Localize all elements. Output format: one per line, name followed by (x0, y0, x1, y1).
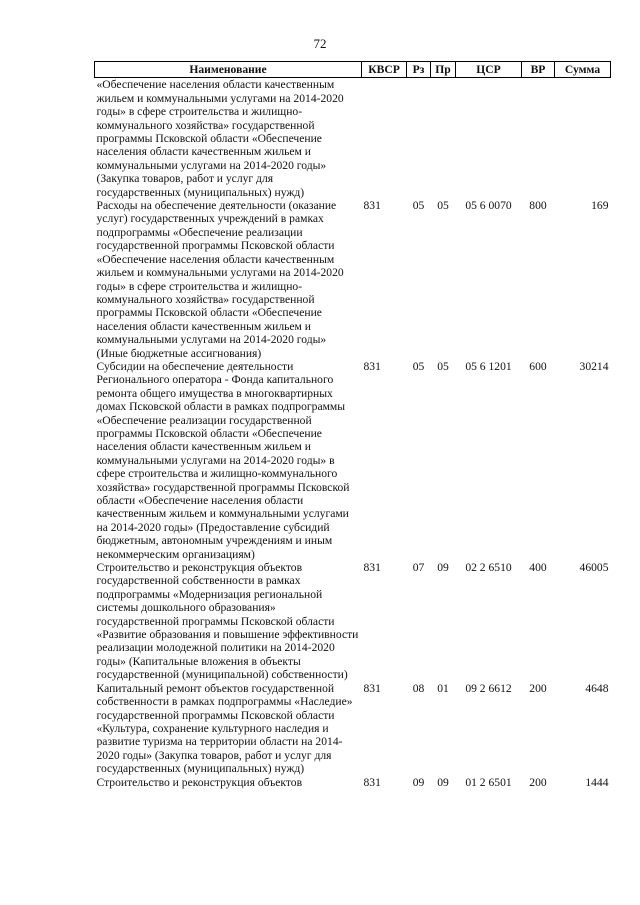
row-rz: 05 (412, 359, 425, 373)
row-rz: 08 (412, 681, 425, 695)
row-vr: 200 (529, 775, 547, 789)
row-pr (431, 78, 456, 199)
row-sum (555, 78, 611, 199)
header-pr: Пр (431, 62, 456, 78)
row-name: «Обеспечение населения области качественным жильем и коммунальными услугами на 2014-2020 годы» в сфере строительства и жилищно-коммунального хозяйства» государственной программы Псковской области «Обеспечение населения области качественным жильем и коммунальными услугами на 2014-2020 годы» (Закупка товаров, работ и услуг для государственных (муниципальных) нужд) (96, 78, 344, 199)
row-sum: 169 (591, 199, 609, 213)
header-vr: ВР (522, 62, 555, 78)
row-sum: 1444 (585, 775, 609, 789)
table-row (95, 561, 611, 682)
row-name: Строительство и реконструкция объектов государственной собственности в рамках подпрограммы «Модернизация региональной системы дошкольного образования» государственной программы Псковской области «Развитие образования и повышение эффективности реализации молодежной политики на 2014-2020 годы» (Капитальные вложения в объекты государственной (муниципальной) собственности) (96, 561, 359, 682)
row-pr: 05 (437, 359, 449, 373)
row-name: Капитальный ремонт объектов государственной собственности в рамках подпрограммы «Наследие» государственной программы Псковской области «Культура, сохранение культурного наследия и развитие туризма на территории области на 2014-2020 годы» (Закупка товаров, работ и услуг для государственных (муниципальных) нужд) (96, 681, 353, 776)
row-vr: 200 (529, 681, 547, 695)
row-csr: 02 2 6510 (465, 561, 512, 575)
header-name: Наименование (95, 62, 362, 78)
row-kvsr (362, 78, 407, 199)
row-rz: 09 (412, 775, 425, 789)
header-kvsr: КВСР (362, 62, 407, 78)
table-row (95, 776, 611, 789)
row-vr: 600 (529, 359, 547, 373)
row-kvsr: 831 (363, 561, 381, 575)
row-kvsr: 831 (363, 359, 381, 373)
row-name: Расходы на обеспечение деятельности (оказание услуг) государственных учреждений в рамках подпрограммы «Обеспечение реализации государственной программы Псковской области «Обеспечение населения области качественным жильем и коммунальными услугами на 2014-2020 годы» в сфере строительства и жилищно-коммунального хозяйства» государственной программы Псковской области «Обеспечение населения области качественным жильем и коммунальными услугами на 2014-2020 годы» (Иные бюджетные ассигнования) (96, 199, 344, 360)
row-csr (456, 78, 522, 199)
row-sum: 4648 (585, 681, 609, 695)
header-csr: ЦСР (456, 62, 522, 78)
row-rz (407, 78, 431, 199)
row-csr: 01 2 6501 (465, 775, 512, 789)
row-pr: 01 (437, 681, 449, 695)
row-pr: 09 (437, 561, 449, 575)
row-name: Субсидии на обеспечение деятельности Регионального оператора - Фонда капитального ремонта общего имущества в многоквартирных домах Псковской области в рамках подпрограммы «Обеспечение реализации государственной программы Псковской области «Обеспечение населения области качественным жильем и коммунальными услугами на 2014-2020 годы» в сфере строительства и жилищно-коммунального хозяйства» государственной программы Псковской области «Обеспечение населения области качественным жильем и коммунальными услугами на 2014-2020 годы» (Предоставление субсидий бюджетным, автономным учреждениям и иным некоммерческим организациям) (96, 359, 350, 561)
header-rz: Рз (407, 62, 431, 78)
row-name: Строительство и реконструкция объектов (96, 775, 303, 789)
budget-table (94, 61, 611, 789)
row-pr: 09 (437, 775, 449, 789)
row-kvsr: 831 (363, 681, 381, 695)
row-csr: 05 6 1201 (465, 359, 512, 373)
row-pr: 05 (437, 199, 449, 213)
row-kvsr: 831 (363, 199, 381, 213)
row-csr: 09 2 6612 (465, 681, 512, 695)
table-row (95, 78, 611, 199)
row-vr: 400 (529, 561, 547, 575)
table-row (95, 360, 611, 561)
row-csr: 05 6 0070 (465, 199, 512, 213)
row-rz: 07 (412, 561, 425, 575)
row-kvsr: 831 (363, 775, 381, 789)
row-sum: 30214 (579, 359, 609, 373)
page-number: 72 (313, 36, 327, 51)
row-vr: 800 (529, 199, 547, 213)
row-rz: 05 (412, 199, 425, 213)
table-header-row (95, 62, 611, 78)
table-row (95, 682, 611, 776)
row-vr (522, 78, 555, 199)
table-row (95, 199, 611, 360)
header-sum: Сумма (555, 62, 611, 78)
row-sum: 46005 (579, 561, 609, 575)
